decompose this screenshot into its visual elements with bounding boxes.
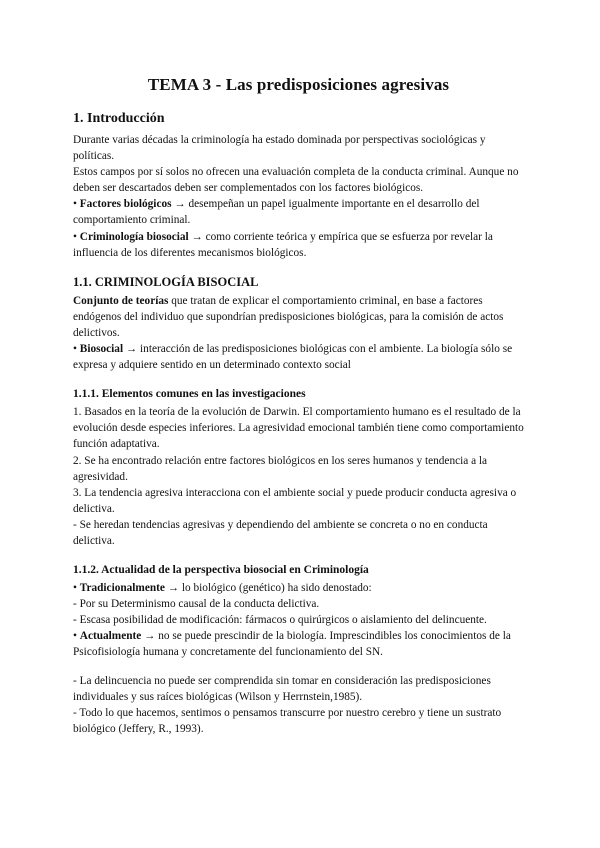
bullet-tradicionalmente [73, 580, 524, 596]
section-heading-elementos: 1.1.1. Elementos comunes en las investigaciones [73, 388, 306, 401]
section-heading-actualidad: 1.1.2. Actualidad de la perspectiva biosocial en Criminología [73, 564, 369, 577]
document-title: TEMA 3 - Las predisposiciones agresivas [147, 75, 450, 94]
spacer [73, 661, 524, 673]
list-item: 2. Se ha encontrado relación entre factores biológicos en los seres humanos y tendencia a la agresividad. [73, 454, 488, 483]
list-item: - Todo lo que hacemos, sentimos o pensamos transcurre por nuestro cerebro y tiene un sustrato biológico (Jeffery, R., 1993). [73, 706, 502, 735]
bullet-text: → desempeñan un papel igualmente importante en el desarrollo del comportamiento criminal. [73, 198, 480, 227]
bisocial-paragraph-1 [73, 293, 524, 341]
bold-term-criminologia: Criminología biosocial [79, 230, 189, 243]
spacer [73, 373, 524, 386]
list-item: - La delincuencia no puede ser comprendida sin tomar en consideración las predisposiciones individuales y sus raíces biológicas (Wilson y Herrnstein,1985). [73, 674, 491, 703]
section-elementos-comunes [73, 386, 524, 549]
bullet-actualmente [73, 628, 524, 660]
intro-bullet-criminologia [73, 229, 524, 261]
bold-term-biosocial: Biosocial [79, 343, 124, 356]
bullet-text: → lo biológico (genético) ha sido denostado: [164, 582, 372, 595]
bullet-marker: • [73, 630, 80, 643]
bullet-text: → no se puede prescindir de la biología. Imprescindibles los conocimientos de la Psicofisiología humana y concretamente del funcionamiento del SN. [73, 630, 511, 659]
list-item: 1. Basados en la teoría de la evolución de Darwin. El comportamiento humano es el resultado de la evolución desde especies inferiores. La agresividad emocional también tiene como comportamiento función adaptativa. [73, 406, 524, 451]
intro-bullet-factores [73, 196, 524, 228]
list-item: - Por su Determinismo causal de la conducta delictiva. [73, 598, 320, 611]
paragraph-text: que tratan de explicar el comportamiento criminal, en base a factores endógenos del individuo que supondrían predisposiciones biológicas, para la comisión de actos delictivos. [73, 294, 504, 339]
list-item: - Escasa posibilidad de modificación: fármacos o quirúrgicos o aislamiento del delincuente. [73, 614, 487, 627]
list-item: 3. La tendencia agresiva interacciona con el ambiente social y puede producir conducta agresiva o delictiva. [73, 486, 517, 515]
bullet-marker: • [73, 582, 80, 595]
list-item: - Se heredan tendencias agresivas y dependiendo del ambiente se concreta o no en conducta delictiva. [73, 518, 488, 547]
section-actualidad [73, 562, 524, 737]
bullet-text: → interacción de las predisposiciones biológicas con el ambiente. La biología sólo se expresa y adquiere sentido en un determinado contexto social [73, 343, 513, 372]
bisocial-bullet-biosocial [73, 341, 524, 373]
intro-paragraph-1: Durante varias décadas la criminología ha estado dominada por perspectivas sociológicas y políticas. [73, 134, 486, 163]
bold-term-factores: Factores biológicos [79, 198, 172, 211]
section-criminologia-bisocial [73, 274, 524, 373]
bold-term-tradicionalmente: Tradicionalmente [79, 582, 165, 595]
section-heading-bisocial: 1.1. CRIMINOLOGÍA BISOCIAL [73, 274, 259, 289]
intro-paragraph-2: Estos campos por sí solos no ofrecen una evaluación completa de la conducta criminal. Aunque no deben ser descartados deben ser complementados con los factores biológicos. [73, 166, 519, 195]
bold-term-conjunto: Conjunto de teorías [73, 294, 169, 307]
section-heading-introduccion: 1. Introducción [73, 111, 165, 126]
bullet-marker: • [73, 198, 80, 211]
bullet-marker: • [73, 230, 80, 243]
spacer [73, 261, 524, 274]
bullet-marker: • [73, 343, 80, 356]
bullet-text: → como corriente teórica y empírica que se esfuerza por revelar la influencia de los diferentes mecanismos biológicos. [73, 230, 493, 259]
bold-term-actualmente: Actualmente [79, 630, 142, 643]
spacer [73, 549, 524, 562]
section-introduccion [73, 110, 524, 261]
